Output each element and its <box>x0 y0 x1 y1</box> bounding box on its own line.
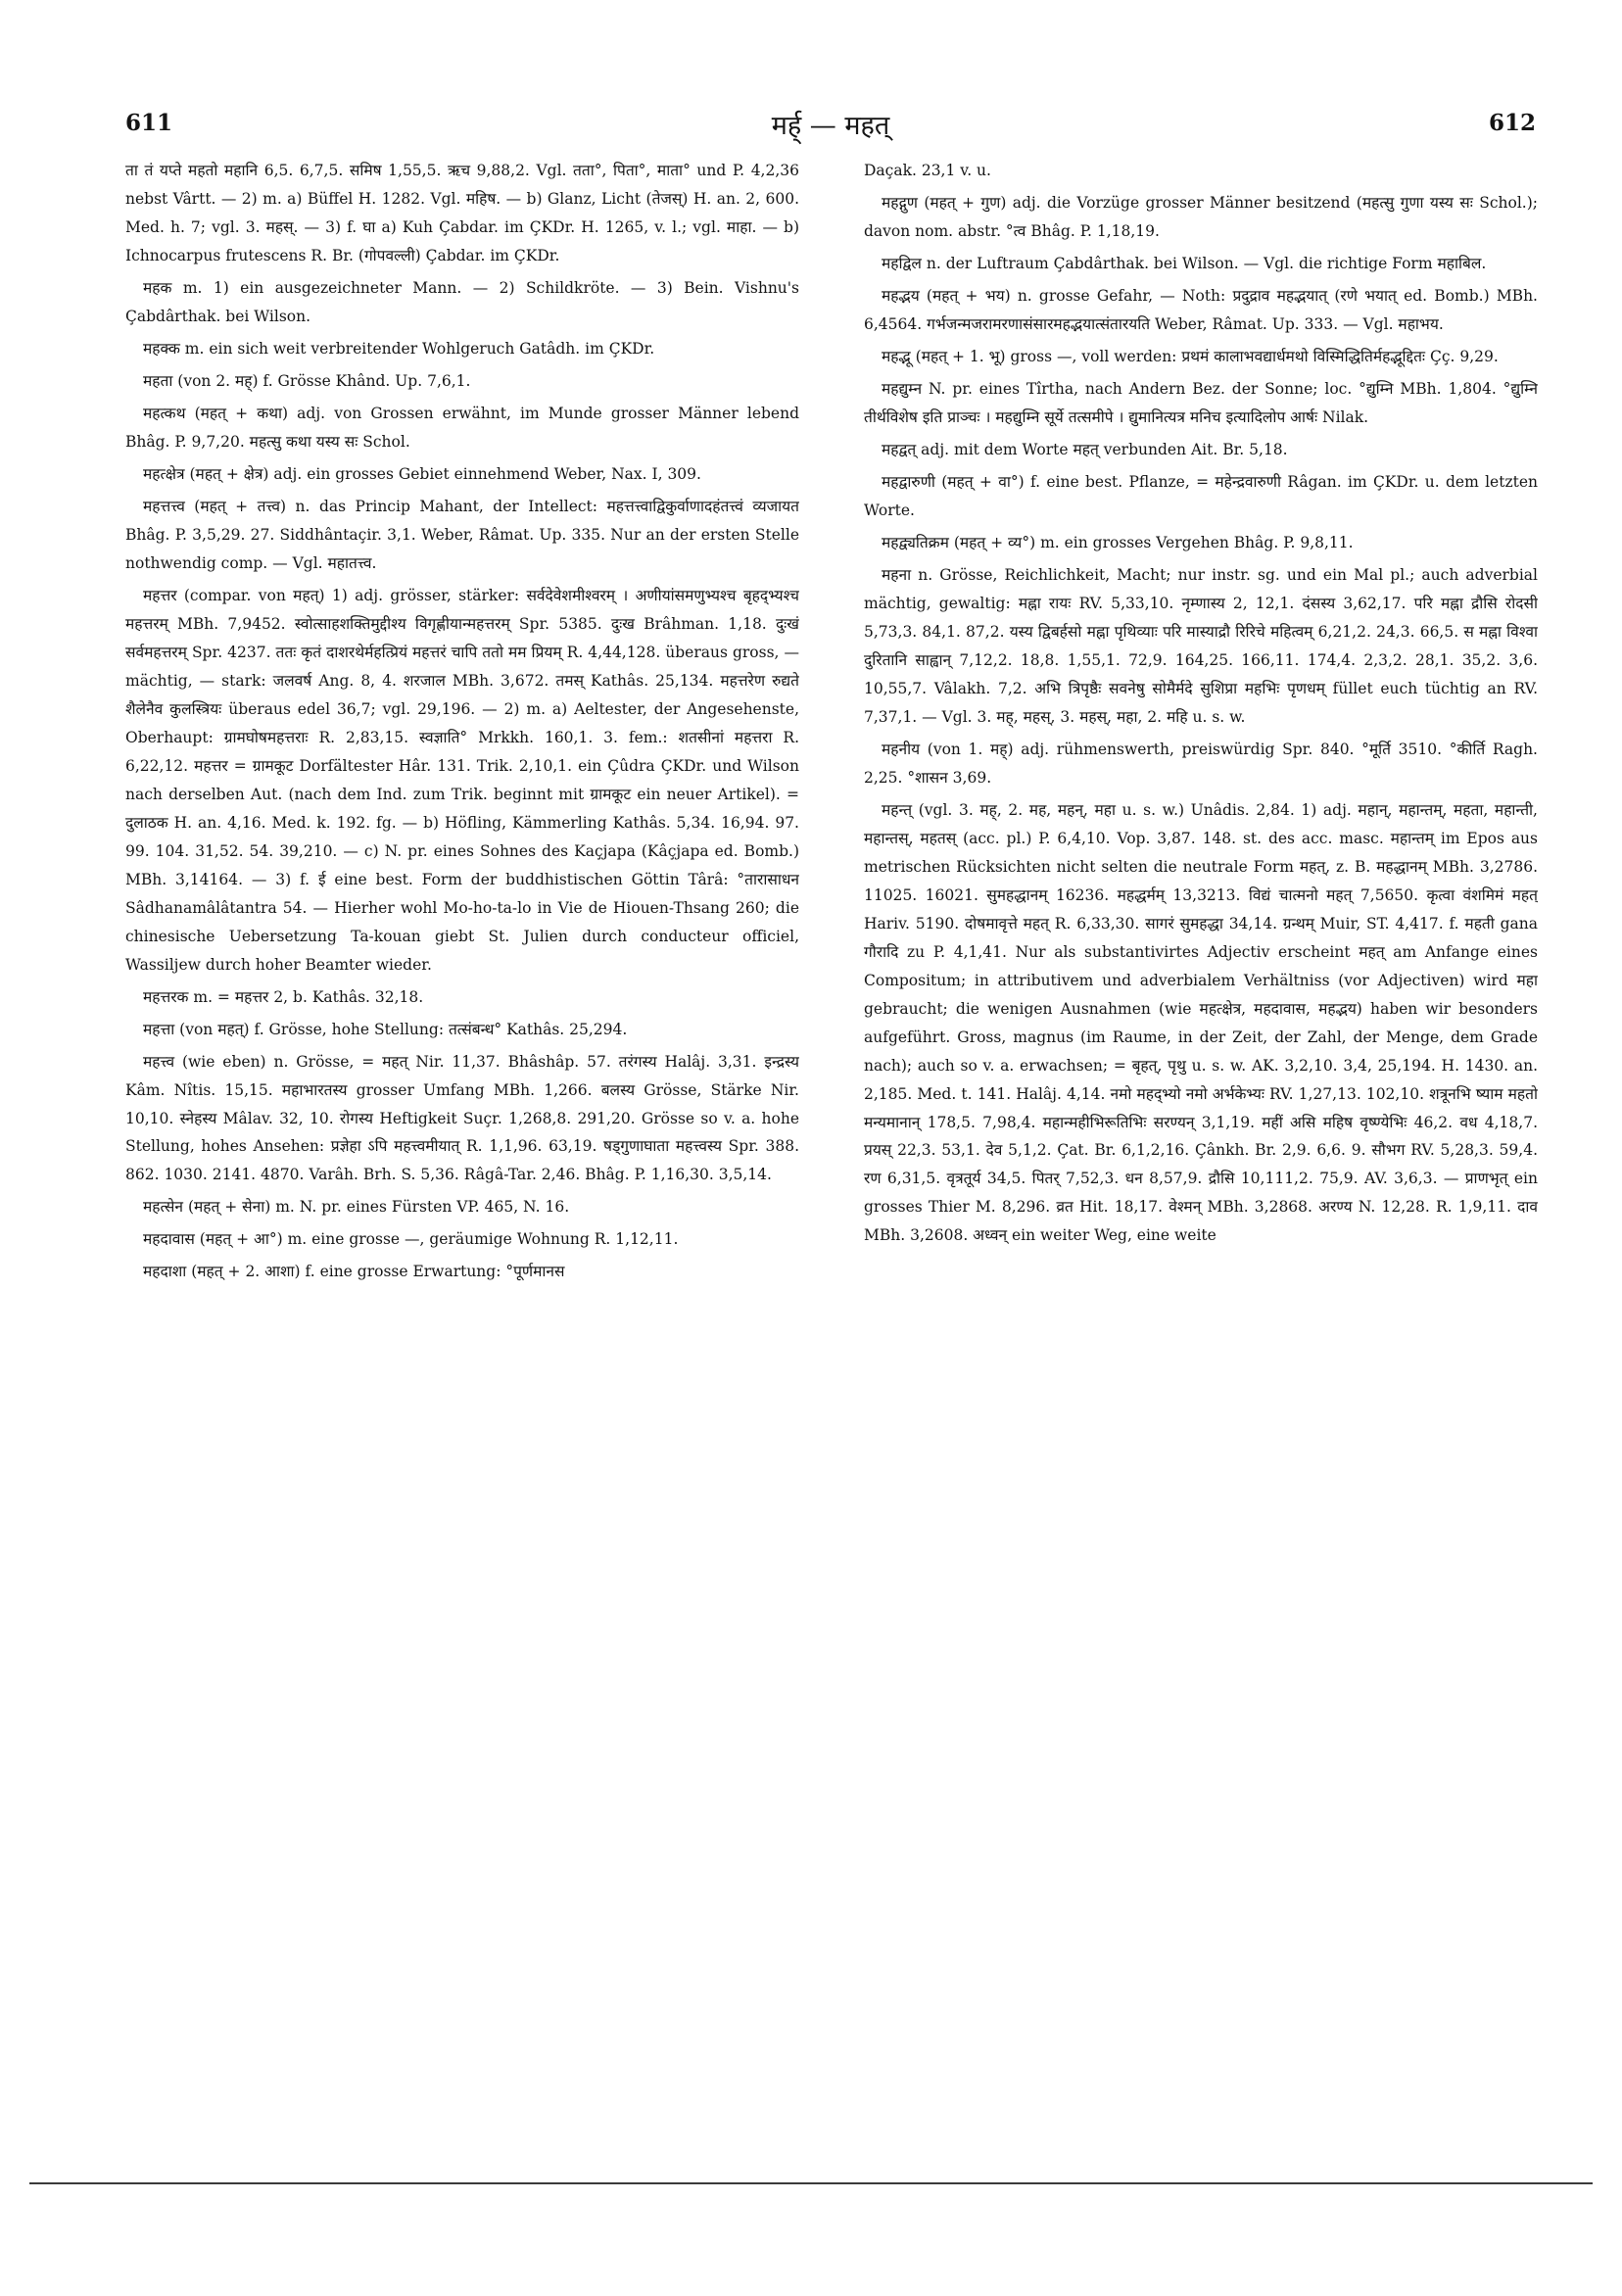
dictionary-entry: महत्त्व (wie eben) n. Grösse, = महत् Nir. 11,37. Bhâshâp. 57. तरंगस्य Halâj. 3,31. इन्द्रस्य Kâm. Nîtis. 15,15. महाभारतस्य grosser Umfang MBh. 1,266. बलस्य Grösse, Stärke Nir. 10,10. स्नेहस्य Mâlav. 32, 10. रोगस्य Heftigkeit Suçr. 1,268,8. 291,20. Grösse so v. a. hohe Stellung, hohes Ansehen: प्रज्ञेहा ऽपि महत्त्वमीयात् R. 1,1,96. 63,19. षड्गुणाघाता महत्त्वस्य Spr. 388. 862. 1030. 2141. 4870. Varâh. Brh. S. 5,36. Râgâ-Tar. 2,46. Bhâg. P. 1,16,30. 3,5,14. <box>125 1052 799 1184</box>
dictionary-entry: महत्क्षेत्र (महत् + क्षेत्र) adj. ein grosses Gebiet einnehmend Weber, Nax. I, 309. <box>143 464 701 483</box>
dictionary-entry: महत्सेन (महत् + सेना) m. N. pr. eines Fürsten VP. 465, N. 16. <box>143 1198 570 1217</box>
right-column <box>864 157 1538 2116</box>
dictionary-entry: महद्विल n. der Luftraum Çabdârthak. bei Wilson. — Vgl. die richtige Form महाबिल. <box>882 254 1487 272</box>
page-header <box>125 110 1536 149</box>
page-number-right: 612 <box>1488 110 1536 136</box>
dictionary-entry: महनीय (von 1. मह्) adj. rühmenswerth, preiswürdig Spr. 840. °मूर्ति 3510. °कीर्ति Ragh. 2,25. °शासन 3,69. <box>864 740 1538 787</box>
dictionary-entry: महद्भू (महत् + 1. भू) gross —, voll werden: प्रथमं कालाभवद्यार्धमथो विस्मिद्धितिर्महद्भूद्दितः Çç. 9,29. <box>882 347 1499 365</box>
dictionary-entry: महत्तर (compar. von महत्) 1) adj. grösser, stärker: सर्वदेवेशमीश्वरम् । अणीयांसमणुभ्यश्च बृहद्भ्यश्च महत्तरम् MBh. 7,9452. स्वोत्साहशक्तिमुद्दीश्य विगृह्णीयान्महत्तरम् Spr. 5385. दुःख Brâhman. 1,18. दुःखं सर्वमहत्तरम् Spr. 4237. ततः कृतं दाशरथेर्महत्प्रियं महत्तरं चापि ततो मम प्रियम् R. 4,44,128. überaus gross, — mächtig, — stark: जलवर्ष Ang. 8, 4. शरजाल MBh. 3,672. तमस् Kathâs. 25,134. महत्तरेण रुद्यते शैलेनैव कुलस्त्रियः überaus edel 36,7; vgl. 29,196. — 2) m. a) Aeltester, der Angesehenste, Oberhaupt: ग्रामघोषमहत्तराः R. 2,83,15. स्वज्ञाति° Mrkkh. 160,1. 3. fem.: शतसीनां महत्तरा R. 6,22,12. महत्तर = ग्रामकूट Dorfältester Hâr. 131. Trik. 2,10,1. ein Çûdra ÇKDr. und Wilson nach derselben Aut. (nach dem Ind. zum Trik. beginnt mit ग्रामकूट ein neuer Artikel). = दुलाठक H. an. 4,16. Med. k. 192. fg. — b) Höfling, Kämmerling Kathâs. 5,34. 16,94. 97. 99. 104. 31,52. 54. 39,210. — c) N. pr. eines Sohnes des Kaçjapa (Kâçjapa ed. Bomb.) MBh. 3,14164. — 3) f. ई eine best. Form der buddhistischen Göttin Târâ: °तारासाधन Sâdhanamâlâtantra 54. — Hierher wohl Mo-ho-ta-lo in Vie de Hiouen-Thsang 260; die chinesische Uebersetzung Ta-kouan giebt St. Julien durch conducteur officiel, Wassiljew durch hoher Beamter wieder. <box>125 586 799 974</box>
dictionary-entry: ता तं यप्ते महतो महानि 6,5. 6,7,5. समिष 1,55,5. ऋच 9,88,2. Vgl. तता°, पिता°, माता° und P. 4,2,36 nebst Vârtt. — 2) m. a) Büffel H. 1282. Vgl. महिष. — b) Glanz, Licht (तेजस्) H. an. 2, 600. Med. h. 7; vgl. 3. महस्. — 3) f. घा a) Kuh Çabdar. im ÇKDr. H. 1265, v. l.; vgl. माहा. — b) Ichnocarpus frutescens R. Br. (गोपवल्ली) Çabdar. im ÇKDr. <box>125 162 799 264</box>
dictionary-entry: महता (von 2. मह्) f. Grösse Khând. Up. 7,6,1. <box>143 371 471 390</box>
page-number-left: 611 <box>125 110 173 136</box>
dictionary-entry: महत्ता (von महत्) f. Grösse, hohe Stellung: तत्संबन्ध° Kathâs. 25,294. <box>143 1020 628 1038</box>
dictionary-entry: महद्गुण (महत् + गुण) adj. die Vorzüge grosser Männer besitzend (महत्सु गुणा यस्य सः Schol.); davon nom. abstr. °त्व Bhâg. P. 1,18,19. <box>864 193 1538 240</box>
left-column <box>125 157 799 2116</box>
dictionary-entry: महद्वत् adj. mit dem Worte महत् verbunden Ait. Br. 5,18. <box>882 440 1288 458</box>
dictionary-entry: महद्व्यतिक्रम (महत् + व्य°) m. ein grosses Vergehen Bhâg. P. 9,8,11. <box>882 533 1354 551</box>
dictionary-entry: महक्क m. ein sich weit verbreitender Wohlgeruch Gatâdh. im ÇKDr. <box>143 339 655 358</box>
dictionary-entry: महद्भय (महत् + भय) n. grosse Gefahr, — Noth: प्रदुद्राव महद्भयात् (रणे भयात् ed. Bomb.) MBh. 6,4564. गर्भजन्मजरामरणासंसारमहद्भयात्संतारयति Weber, Râmat. Up. 333. — Vgl. महाभय. <box>864 286 1538 333</box>
dictionary-entry: महद्युम्न N. pr. eines Tîrtha, nach Andern Bez. der Sonne; loc. °द्युम्नि MBh. 1,804. °द्युम्नि तीर्थविशेष इति प्राञ्चः । महद्युम्नि सूर्ये तत्समीपे । द्युमानित्यत्र मनिच इत्यादिलोप आर्षः Nilak. <box>864 379 1538 426</box>
running-title: मर्ह् — महत् <box>771 111 890 141</box>
footer-rule <box>29 2182 1593 2184</box>
dictionary-entry: महद्वारुणी (महत् + वा°) f. eine best. Pflanze, = महेन्द्रवारुणी Râgan. im ÇKDr. u. dem letzten Worte. <box>864 472 1538 519</box>
dictionary-entry: महदावास (महत् + आ°) m. eine grosse —, geräumige Wohnung R. 1,12,11. <box>143 1230 679 1249</box>
dictionary-entry: महदाशा (महत् + 2. आशा) f. eine grosse Erwartung: °पूर्णमानस <box>143 1263 565 1281</box>
dictionary-entry: महक m. 1) ein ausgezeichneter Mann. — 2) Schildkröte. — 3) Bein. Vishnu's Çabdârthak. bei Wilson. <box>125 278 799 325</box>
dictionary-entry: महत्कथ (महत् + कथा) adj. von Grossen erwähnt, im Munde grosser Männer lebend Bhâg. P. 9,7,20. महत्सु कथा यस्य सः Schol. <box>125 404 799 451</box>
dictionary-entry: महत्तरक m. = महत्तर 2, b. Kathâs. 32,18. <box>143 987 424 1006</box>
dictionary-entry: महन्त् (vgl. 3. मह्, 2. मह, महन्, महा u. s. w.) Unâdis. 2,84. 1) adj. महान्, महान्तम्, महता, महान्ती, महान्तस्, महतस् (acc. pl.) P. 6,4,10. Vop. 3,87. 148. st. des acc. masc. महान्तम् im Epos aus metrischen Rücksichten nicht selten die neutrale Form महत्, z. B. महद्धानम् MBh. 3,2786. 11025. 16021. सुमहद्धानम् 16236. महद्धर्मम् 13,3213. विद्यं चात्मनो महत् 7,5650. कृत्वा वंशमिमं महत् Hariv. 5190. दोषमावृत्ते महत् R. 6,33,30. सागरं सुमहद्धा 34,14. ग्रन्थम् Muir, ST. 4,417. f. महती gana गौरादि zu P. 4,1,41. Nur als substantivirtes Adjectiv erscheint महत् am Anfange eines Compositum; in attributivem und adverbialem Verhältniss (vor Adjectiven) wird महा gebraucht; die wenigen Ausnahmen (wie महत्क्षेत्र, महदावास, महद्भय) haben wir besonders aufgeführt. Gross, magnus (im Raume, in der Zeit, der Zahl, der Menge, dem Grade nach); auch so v. a. erwachsen; = बृहत्, पृथु u. s. w. AK. 3,2,10. 3,4, 25,194. H. 1430. an. 2,185. Med. t. 141. Halâj. 4,14. नमो महद्भ्यो नमो अर्भकेभ्यः RV. 1,27,13. 102,10. शत्रूनभि ष्याम महतो मन्यमानान् 178,5. 7,98,4. महान्महीभिरूतिभिः सरण्यन् 3,1,19. महीं असि महिष वृष्ण्येभिः 46,2. वध 4,18,7. प्रयस् 22,3. 53,1. देव 5,1,2. Çat. Br. 6,1,2,16. Çânkh. Br. 2,9. 6,6. 9. सौभग RV. 5,28,3. 59,4. रण 6,31,5. वृत्रतूर्य 34,5. पितर् 7,52,3. धन 8,57,9. द्रौसि 10,111,2. 75,9. AV. 3,6,3. — प्राणभृत् ein grosses Thier M. 8,296. व्रत Hit. 18,17. वेश्मन् MBh. 3,2868. अरण्य N. 12,28. R. 1,9,11. दाव MBh. 3,2608. अध्वन् ein weiter Weg, eine weite <box>864 800 1538 1245</box>
dictionary-entry: Daçak. 23,1 v. u. <box>864 162 991 179</box>
dictionary-entry: महत्तत्त्व (महत् + तत्त्व) n. das Princip Mahant, der Intellect: महत्तत्त्वाद्विकुर्वाणादहंतत्त्वं व्यजायत Bhâg. P. 3,5,29. 27. Siddhântaçir. 3,1. Weber, Râmat. Up. 335. Nur an der ersten Stelle nothwendig comp. — Vgl. महातत्त्व. <box>125 497 799 572</box>
dictionary-entry: महना n. Grösse, Reichlichkeit, Macht; nur instr. sg. und ein Mal pl.; auch adverbial mächtig, gewaltig: मह्ना रायः RV. 5,33,10. नृम्णास्य 2, 12,1. दंसस्य 3,62,17. परि मह्ना द्रौसि रोदसी 5,73,3. 84,1. 87,2. यस्य द्विबर्हसो मह्ना पृथिव्याः परि मास्याद्रौ रिरिचे महित्वम् 6,21,2. 24,3. 66,5. स मह्ना विश्वा दुरितानि साह्वान् 7,12,2. 18,8. 1,55,1. 72,9. 164,25. 166,11. 174,4. 2,3,2. 28,1. 35,2. 3,6. 10,55,7. Vâlakh. 7,2. अभि त्रिपृष्ठैः सवनेषु सोमैर्मदे सुशिप्रा महभिः पृणधम् füllet euch tüchtig an RV. 7,37,1. — Vgl. 3. मह्, महस्, 3. महस्, महा, 2. महि u. s. w. <box>864 565 1538 726</box>
